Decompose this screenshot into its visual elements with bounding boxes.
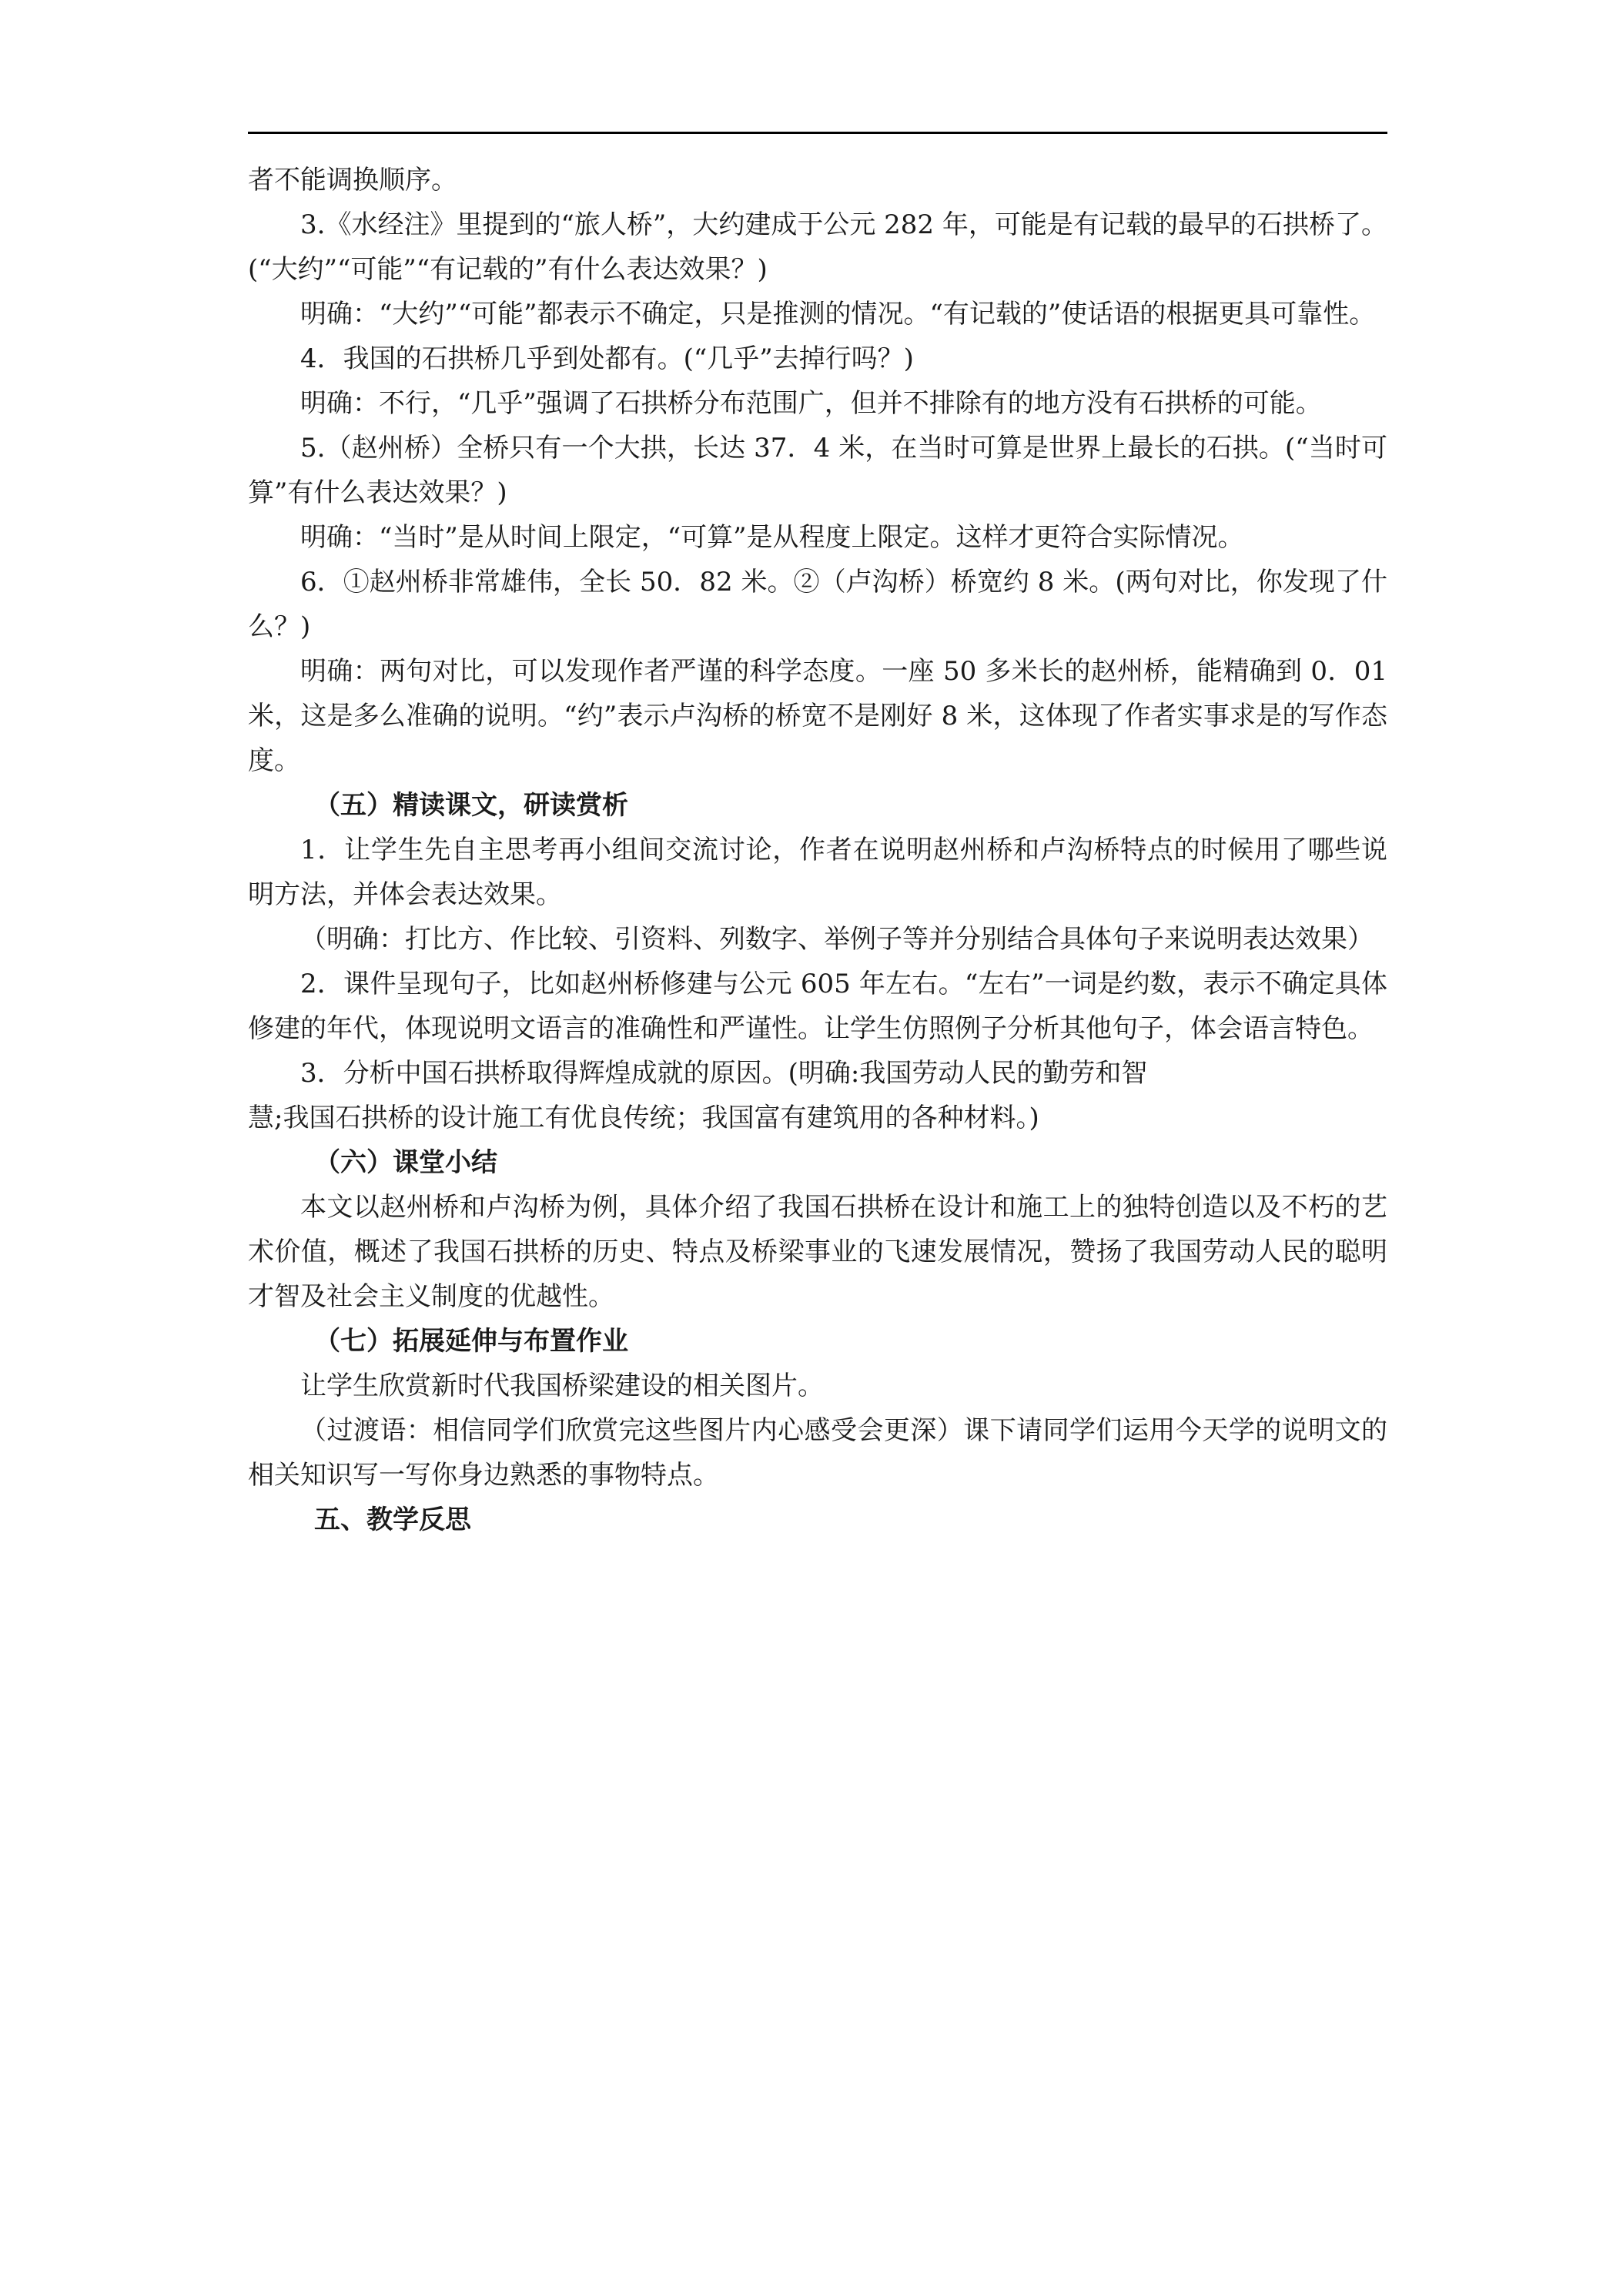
section-5-item-1-answer: （明确：打比方、作比较、引资料、列数字、举例子等并分别结合具体句子来说明表达效果） (300, 924, 1374, 955)
part-5-heading: 五、教学反思 (314, 1504, 471, 1535)
item-3-sentence: 3.《水经注》里提到的“旅人桥”，大约建成于公元 282 年，可能是有记载的最早的石拱桥了。(“大约”“可能”“有记载的”有什么表达效果？) (248, 209, 1387, 285)
item-4-sentence: 4．我国的石拱桥几乎到处都有。(“几乎”去掉行吗？) (300, 343, 914, 374)
item-6-answer: 明确：两句对比，可以发现作者严谨的科学态度。一座 50 多米长的赵州桥，能精确到 0．01 米，这是多么准确的说明。“约”表示卢沟桥的桥宽不是刚好 8 米，这体现了作者实事求是的写作态度。 (248, 656, 1387, 776)
item-3-answer: 明确：“大约”“可能”都表示不确定，只是推测的情况。“有记载的”使话语的根据更具可靠性。 (300, 299, 1376, 330)
section-5-item-1: 1．让学生先自主思考再小组间交流讨论，作者在说明赵州桥和卢沟桥特点的时候用了哪些说明方法，并体会表达效果。 (248, 835, 1387, 910)
section-5-heading: （五）精读课文，研读赏析 (314, 790, 628, 821)
header-rule (248, 132, 1387, 134)
section-5-item-2: 2．课件呈现句子，比如赵州桥修建与公元 605 年左右。“左右”一词是约数，表示不确定具体修建的年代，体现说明文语言的准确性和严谨性。让学生仿照例子分析其他句子，体会语言特色。 (248, 969, 1387, 1044)
section-6-summary: 本文以赵州桥和卢沟桥为例，具体介绍了我国石拱桥在设计和施工上的独特创造以及不朽的艺术价值，概述了我国石拱桥的历史、特点及桥梁事业的飞速发展情况，赞扬了我国劳动人民的聪明才智及社会主义制度的优越性。 (248, 1192, 1387, 1312)
section-7-heading: （七）拓展延伸与布置作业 (314, 1326, 628, 1357)
item-6-sentence: 6．①赵州桥非常雄伟，全长 50．82 米。②（卢沟桥）桥宽约 8 米。(两句对比，你发现了什么？) (248, 567, 1387, 642)
section-6-heading: （六）课堂小结 (314, 1147, 497, 1178)
section-7-item-2: （过渡语：相信同学们欣赏完这些图片内心感受会更深）课下请同学们运用今天学的说明文的相关知识写一写你身边熟悉的事物特点。 (248, 1415, 1387, 1491)
document-body (248, 158, 1387, 1542)
paragraph-continuation: 者不能调换顺序。 (248, 165, 457, 196)
item-4-answer: 明确：不行，“几乎”强调了石拱桥分布范围广，但并不排除有的地方没有石拱桥的可能。 (300, 388, 1322, 419)
section-7-item-1: 让学生欣赏新时代我国桥梁建设的相关图片。 (300, 1371, 824, 1401)
item-5-sentence: 5.（赵州桥）全桥只有一个大拱，长达 37．4 米，在当时可算是世界上最长的石拱。(“当时可算”有什么表达效果？) (248, 433, 1387, 508)
item-5-answer: 明确：“当时”是从时间上限定，“可算”是从程度上限定。这样才更符合实际情况。 (300, 522, 1244, 553)
section-5-item-3: 3．分析中国石拱桥取得辉煌成就的原因。(明确:我国劳动人民的勤劳和智 慧;我国石拱桥的设计施工有优良传统；我国富有建筑用的各种材料。) (248, 1058, 1148, 1133)
